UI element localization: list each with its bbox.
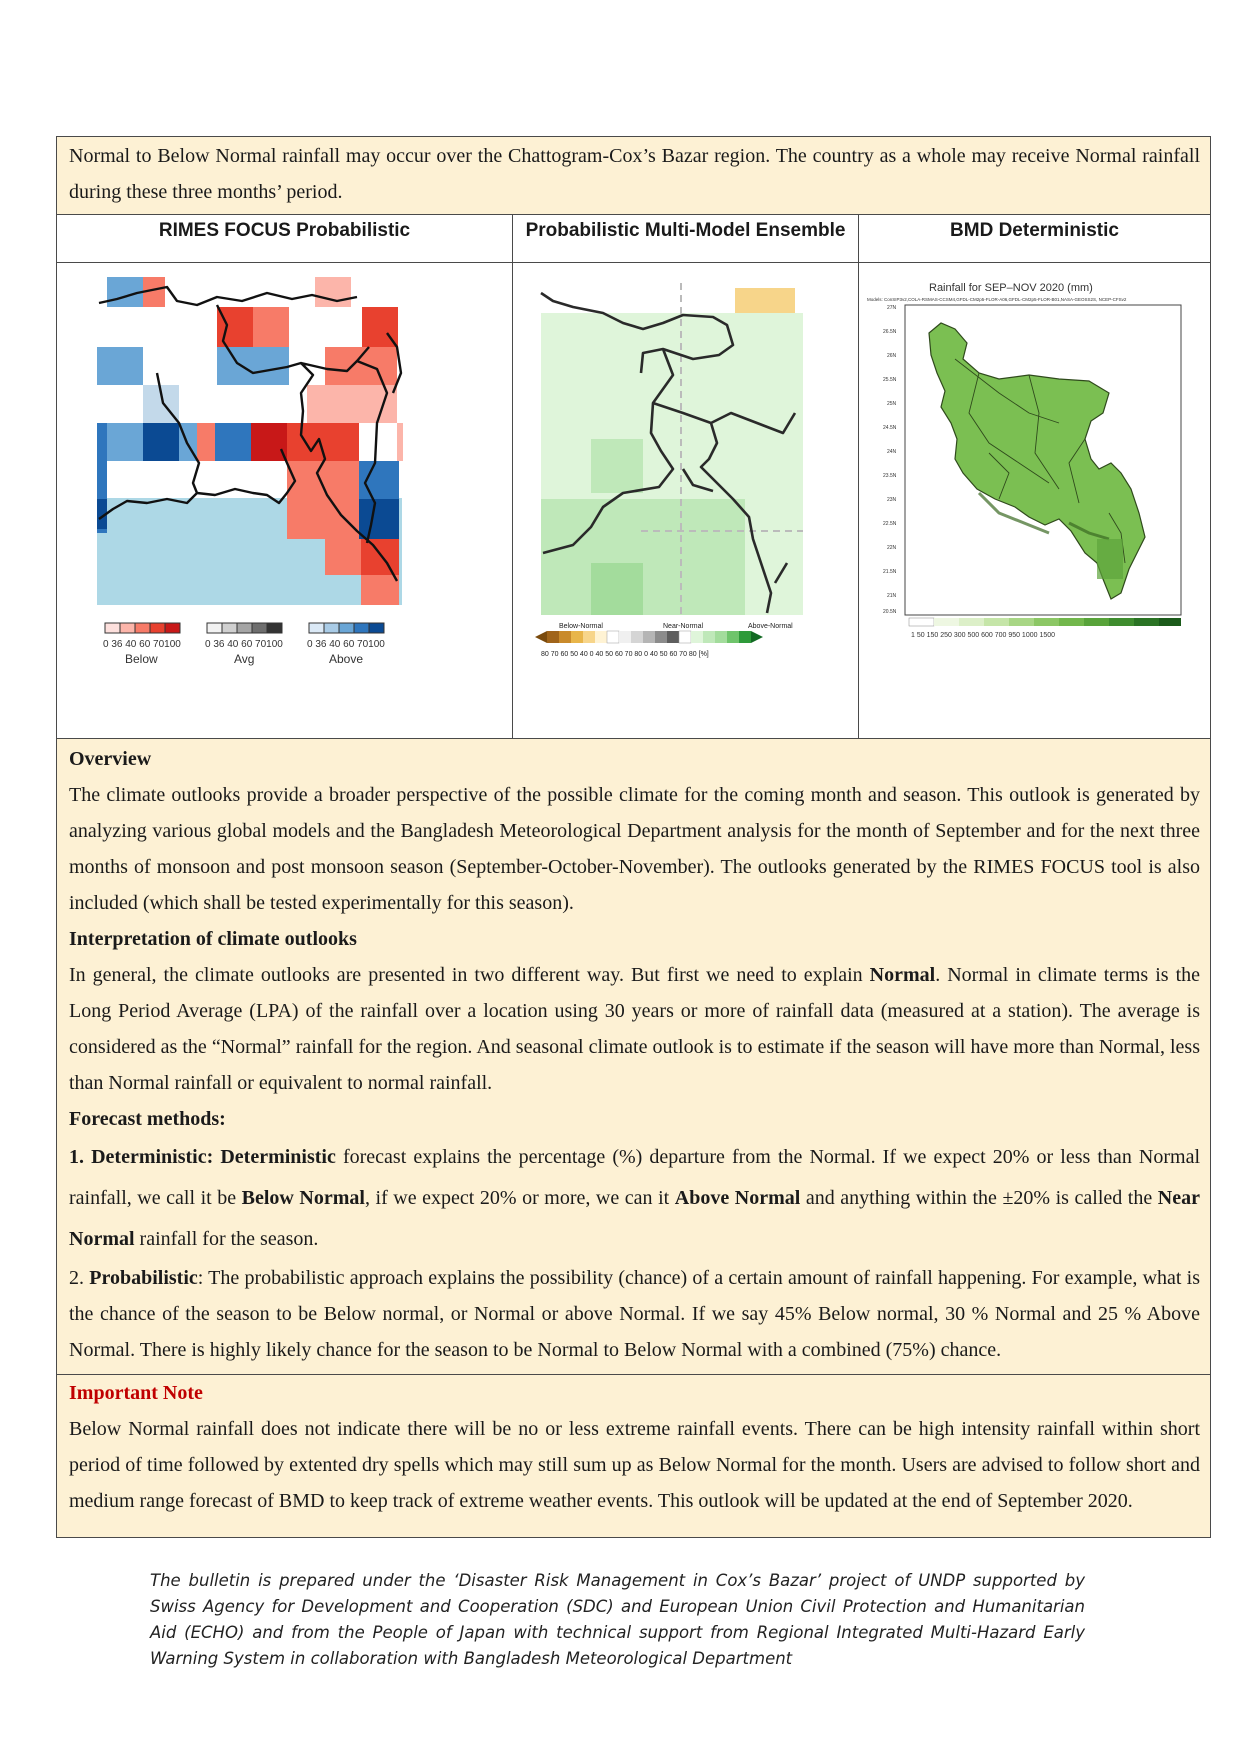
svg-text:25.5N: 25.5N [883, 377, 897, 383]
bmd-title: BMD Deterministic [859, 215, 1210, 263]
bmd-map-title: Rainfall for SEP–NOV 2020 (mm) [929, 282, 1093, 294]
forecast-methods-title: Forecast methods: [69, 1108, 226, 1130]
important-note-section [57, 1374, 1210, 1537]
overview-title: Overview [69, 748, 152, 770]
mme-title: Probabilistic Multi-Model Ensemble [513, 215, 858, 263]
important-note-title: Important Note [69, 1382, 203, 1404]
bmd-colorbar-ticks: 1 50 150 250 300 500 600 700 950 1000 1500 [911, 632, 1056, 639]
outlook-maps-row [57, 215, 1210, 739]
bmd-colorbar [909, 618, 1181, 639]
below-legend-label: Below [125, 652, 158, 666]
rimes-legend [103, 623, 385, 666]
rimes-focus-panel [57, 215, 513, 739]
avg-legend-label: Avg [234, 652, 255, 666]
bmd-lat-ticks [883, 305, 897, 615]
svg-text:22.5N: 22.5N [883, 521, 897, 527]
intro-text: Normal to Below Normal rainfall may occur over the Chattogram-Cox’s Bazar region. The country as a whole may receive Normal rainfall during these three months’ period. [57, 137, 1210, 215]
interpretation-text: In general, the climate outlooks are presented in two different way. But first we need to explain Normal. Normal in climate terms is the Long Period Average (LPA) of the rainfall over a location using 30 years or more of rainfall data (measured at a station). The average is considered as the “Normal” rainfall for the region. And seasonal climate outlook is to estimate if the season will have more than Normal, less than Normal rainfall or equivalent to normal rainfall. [69, 964, 1200, 1094]
overview-section [57, 739, 1210, 1374]
svg-text:24N: 24N [887, 449, 897, 455]
rimes-focus-map [57, 263, 512, 739]
near-normal-label: Near-Normal [663, 623, 704, 630]
svg-text:23.5N: 23.5N [883, 473, 897, 479]
svg-text:23N: 23N [887, 497, 897, 503]
bmd-panel [859, 215, 1210, 739]
below-legend-ticks: 0 36 40 60 70100 [103, 639, 181, 650]
svg-text:26N: 26N [887, 353, 897, 359]
above-normal-label: Above-Normal [748, 623, 793, 630]
mme-map-graphic [513, 263, 858, 738]
bmd-map [859, 263, 1210, 739]
bmd-map-graphic [859, 263, 1210, 738]
below-normal-label: Below-Normal [559, 623, 603, 630]
above-legend-ticks: 0 36 40 60 70100 [307, 639, 385, 650]
overview-text: The climate outlooks provide a broader perspective of the possible climate for the coming month and season. This outlook is generated by analyzing various global models and the Bangladesh Meteorological Department analysis for the month of September and for the next three months of monsoon and post monsoon season (September-October-November). The outlooks generated by the RIMES FOCUS tool is also included (which shall be tested experimentally for this season). [69, 784, 1200, 914]
svg-text:25N: 25N [887, 401, 897, 407]
svg-text:22N: 22N [887, 545, 897, 551]
mme-legend-ticks: 80 70 60 50 40 0 40 50 60 70 80 0 40 50 60 70 80 [%] [541, 651, 709, 658]
avg-legend-ticks: 0 36 40 60 70100 [205, 639, 283, 650]
mme-map [513, 263, 858, 739]
bmd-models-line: Models: ConSIP3v2,COLA-RSMAS-CCSM4,GFDL-CM2p5-FLOR-A06,GFDL-CM2p5-FLOR-B01,NASA-GEOSS2S, NCEP-CFSv2 [867, 297, 1127, 302]
svg-text:20.5N: 20.5N [883, 609, 897, 615]
svg-text:24.5N: 24.5N [883, 425, 897, 431]
deterministic-text: 1. Deterministic: Deterministic forecast explains the percentage (%) departure from the Normal. If we expect 20% or less than Normal rainfall, we call it be Below Normal, if we expect 20% or more, we can it Above Normal and anything within the ±20% is called the Near Normal rainfall for the season. [69, 1146, 1200, 1250]
rimes-focus-map-graphic [57, 263, 512, 738]
mme-panel [513, 215, 859, 739]
interpretation-title: Interpretation of climate outlooks [69, 928, 357, 950]
outlook-table [56, 136, 1211, 1538]
rimes-focus-title: RIMES FOCUS Probabilistic [57, 215, 512, 263]
mme-legend [535, 623, 793, 658]
svg-text:26.5N: 26.5N [883, 329, 897, 335]
above-legend-label: Above [329, 652, 364, 666]
important-note-text: Below Normal rainfall does not indicate there will be no or less extreme rainfall events. There can be high intensity rainfall within short period of time followed by extented dry spells which may still sum up as Below Normal for the month. Users are advised to follow short and medium range forecast of BMD to keep track of extreme weather events. This outlook will be updated at the end of September 2020. [69, 1418, 1200, 1512]
probabilistic-text: 2. Probabilistic: The probabilistic approach explains the possibility (chance) of a certain amount of rainfall happening. For example, what is the chance of the season to be Below normal, or Normal or above Normal. If we say 45% Below normal, 30 % Normal and 25 % Above Normal. There is highly likely chance for the season to be Normal to Below Normal with a combined (75%) chance. [69, 1267, 1201, 1361]
bulletin-footer-note: The bulletin is prepared under the ‘Disaster Risk Management in Cox’s Bazar’ project of UNDP supported by Swiss Agency for Development and Cooperation (SDC) and European Union Civil Protection and Humanitarian Aid (ECHO) and from the People of Japan with technical support from Regional Integrated Multi-Hazard Early Warning System in collaboration with Bangladesh Meteorological Department [150, 1571, 1085, 1668]
svg-text:21N: 21N [887, 593, 897, 599]
svg-text:27N: 27N [887, 305, 897, 311]
svg-text:21.5N: 21.5N [883, 569, 897, 575]
